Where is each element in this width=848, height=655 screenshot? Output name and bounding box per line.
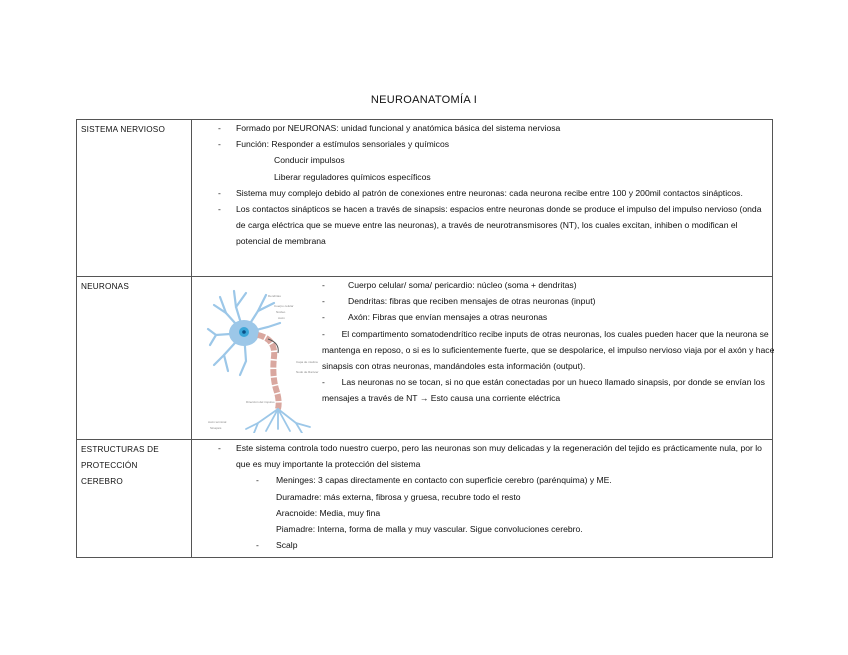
table-row <box>77 277 773 440</box>
svg-text:Capa de mielina: Capa de mielina <box>296 360 318 364</box>
row-label-neuronas: NEURONAS <box>77 277 192 440</box>
list-item: - El compartimento somatodendrítico recibe inputs de otras neuronas, los cuales pueden hacer que la neurona se mantenga en reposo, o si es lo suficientemente fuerte, que se despolarice, el impulso nervioso viaja por el axón y hace sinapsis con otras neuronas, mandándoles esta información (output). <box>322 328 775 372</box>
sub-item: Piamadre: Interna, forma de malla y muy vascular. Sigue convoluciones cerebro. <box>276 524 583 535</box>
neuron-notes <box>322 277 778 407</box>
svg-text:Nodo de Ranvier: Nodo de Ranvier <box>296 370 319 374</box>
svg-text:Sinapsis: Sinapsis <box>210 426 222 430</box>
list-item: - Los contactos sinápticos se hacen a través de sinapsis: espacios entre neuronas donde se produce el impulso del impulso nervioso (onda de carga eléctrica que se mueve entre las neuronas), a través de neurotransmisores (NT), los cuales excitan, inhiben o modifican el potencial de membrana <box>218 204 762 247</box>
row-content-neuronas <box>192 277 773 440</box>
table-row <box>77 440 773 558</box>
list-item: - Función: Responder a estímulos sensoriales y químicos <box>218 139 450 150</box>
axon-myelin <box>258 335 279 409</box>
svg-text:Dirección del impulso: Dirección del impulso <box>246 400 275 404</box>
row-content-sistema-nervioso <box>192 120 773 277</box>
list-item: - Cuerpo celular/ soma/ pericardio: núcleo (soma + dendritas) <box>322 280 577 290</box>
sub-item: Duramadre: más externa, fibrosa y gruesa, recubre todo el resto <box>276 491 521 502</box>
svg-text:Dendritas: Dendritas <box>268 294 281 298</box>
table-row <box>77 120 773 277</box>
list-item: - Sistema muy complejo debido al patrón de conexiones entre neuronas: cada neurona recibe entre 100 y 200mil contactos sinápticos. <box>218 187 743 198</box>
list-item: - Axón: Fibras que envían mensajes a otras neuronas <box>322 312 548 323</box>
row-label-sistema-nervioso: SISTEMA NERVIOSO <box>77 120 192 277</box>
list-item: - Dendritas: fibras que reciben mensajes de otras neuronas (input) <box>322 296 596 307</box>
svg-text:Axón terminal: Axón terminal <box>208 420 227 424</box>
list-item: - Formado por NEURONAS: unidad funcional y anatómica básica del sistema nerviosa <box>218 123 561 133</box>
list-item: - Meninges: 3 capas directamente en contacto con superficie cerebro (parénquima) y ME. <box>256 475 612 486</box>
svg-text:Axón: Axón <box>278 316 285 320</box>
list-item: - Scalp <box>256 540 298 551</box>
row-content-estructuras <box>192 440 773 558</box>
neuron-diagram <box>206 283 326 433</box>
sub-item: Aracnoide: Media, muy fina <box>276 507 381 518</box>
list-item: - Este sistema controla todo nuestro cuerpo, pero las neuronas son muy delicadas y la regeneración del tejido es prácticamente nula, por lo que es muy importante la protección del sistema <box>218 443 762 470</box>
row-label-estructuras: ESTRUCTURAS DE PROTECCIÓN CEREBRO <box>77 440 192 558</box>
content-table <box>76 119 773 558</box>
svg-text:Cuerpo celular: Cuerpo celular <box>274 304 294 308</box>
list-item: - Las neuronas no se tocan, si no que están conectadas por un hueco llamado sinapsis, por donde se envían los mensajes a través de NT → Esto causa una corriente eléctrica <box>322 377 765 404</box>
axon-terminals <box>246 409 310 433</box>
sub-item: Liberar reguladores químicos específicos <box>274 171 431 182</box>
svg-text:Núcleo: Núcleo <box>276 310 286 314</box>
page-title: NEUROANATOMÍA I <box>370 94 478 106</box>
sub-item: Conducir impulsos <box>274 155 345 166</box>
